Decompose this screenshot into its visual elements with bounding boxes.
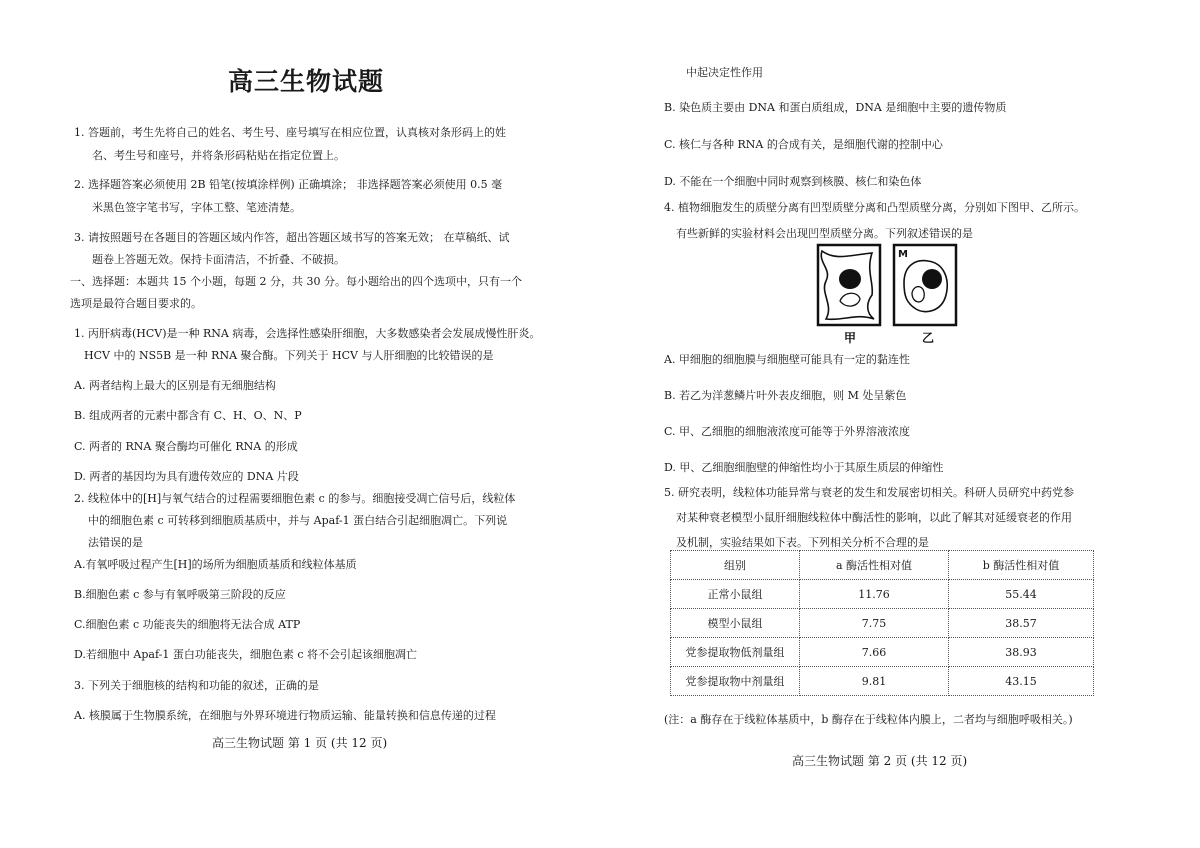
instruction-3-line-2: 题卷上答题无效。保持卡面清洁，不折叠、不破损。 — [92, 253, 345, 266]
table-row — [671, 638, 1094, 667]
section-heading-line-1: 一、选择题：本题共 15 个小题，每题 2 分，共 30 分。每小题给出的四个选项中，只有一个 — [70, 275, 522, 288]
q1-option-d: D. 两者的基因均为具有遗传效应的 DNA 片段 — [74, 470, 299, 483]
section-heading-line-2: 选项是最符合题目要求的。 — [70, 297, 202, 310]
q5-table-note: (注：a 酶存在于线粒体基质中，b 酶存在于线粒体内膜上，二者均与细胞呼吸相关。) — [664, 713, 1073, 726]
q2-stem-line-2: 中的细胞色素 c 可转移到细胞质基质中，并与 Apaf-1 蛋白结合引起细胞凋亡。下列说 — [88, 514, 508, 527]
instruction-2-line-1: 2. 选择题答案必须使用 2B 铅笔(按填涂样例) 正确填涂； 非选择题答案必须使用 0.5 毫 — [74, 178, 503, 191]
q3-stem: 3. 下列关于细胞核的结构和功能的叙述，正确的是 — [74, 679, 319, 692]
table-row — [671, 580, 1094, 609]
table-cell: 模型小鼠组 — [671, 609, 800, 638]
q3-option-d: D. 不能在一个细胞中同时观察到核膜、核仁和染色体 — [664, 175, 922, 188]
table-cell: 38.93 — [949, 638, 1094, 667]
q5-stem-line-2: 对某种衰老模型小鼠肝细胞线粒体中酶活性的影响，以此了解其对延缓衰老的作用 — [676, 511, 1072, 524]
table-header: a 酶活性相对值 — [800, 551, 949, 580]
footer-left: 高三生物试题 第 1 页 (共 12 页) — [212, 736, 388, 750]
table-cell: 正常小鼠组 — [671, 580, 800, 609]
footer-right: 高三生物试题 第 2 页 (共 12 页) — [792, 754, 968, 768]
q2-stem-line-3: 法错误的是 — [88, 536, 143, 549]
q4-option-a: A. 甲细胞的细胞膜与细胞壁可能具有一定的黏连性 — [664, 353, 910, 366]
table-header: 组别 — [671, 551, 800, 580]
label-m: M — [898, 249, 908, 260]
q1-stem-line-2: HCV 中的 NS5B 是一种 RNA 聚合酶。下列关于 HCV 与人肝细胞的比较错误的是 — [84, 349, 494, 362]
q2-option-d: D.若细胞中 Apaf-1 蛋白功能丧失，细胞色素 c 将不会引起该细胞凋亡 — [74, 648, 418, 661]
cell-yi-vacuole — [922, 269, 942, 289]
enzyme-activity-table — [670, 550, 1094, 696]
q2-option-a: A.有氧呼吸过程产生[H]的场所为细胞质基质和线粒体基质 — [74, 558, 357, 571]
cell-jia-nucleus — [840, 293, 860, 306]
instruction-1-line-2: 名、考生号和座号，并将条形码粘贴在指定位置上。 — [92, 149, 345, 162]
q5-stem-line-3: 及机制，实验结果如下表。下列相关分析不合理的是 — [676, 536, 929, 549]
table-cell: 43.15 — [949, 667, 1094, 696]
q3-option-a-line-1: A. 核膜属于生物膜系统，在细胞与外界环境进行物质运输、能量转换和信息传递的过程 — [74, 709, 496, 722]
table-cell: 7.66 — [800, 638, 949, 667]
q1-stem-line-1: 1. 丙肝病毒(HCV)是一种 RNA 病毒，会选择性感染肝细胞，大多数感染者会发展成慢性肝炎。 — [74, 327, 541, 340]
table-cell: 11.76 — [800, 580, 949, 609]
q4-option-d: D. 甲、乙细胞细胞壁的伸缩性均小于其原生质层的伸缩性 — [664, 461, 944, 474]
label-jia: 甲 — [844, 331, 857, 345]
table-cell: 7.75 — [800, 609, 949, 638]
q4-stem-line-1: 4. 植物细胞发生的质壁分离有凹型质壁分离和凸型质壁分离，分别如下图甲、乙所示。 — [664, 201, 1085, 214]
table-cell: 9.81 — [800, 667, 949, 696]
q4-option-b: B. 若乙为洋葱鳞片叶外表皮细胞，则 M 处呈紫色 — [664, 389, 907, 402]
instruction-2-line-2: 米黑色签字笔书写，字体工整、笔迹清楚。 — [92, 201, 301, 214]
q4-stem-line-2: 有些新鲜的实验材料会出现凹型质壁分离。下列叙述错误的是 — [676, 227, 973, 240]
q3-option-a-line-2: 中起决定性作用 — [686, 66, 763, 79]
table-header-row — [671, 551, 1094, 580]
q3-option-b: B. 染色质主要由 DNA 和蛋白质组成，DNA 是细胞中主要的遗传物质 — [664, 101, 1007, 114]
q2-option-b: B.细胞色素 c 参与有氧呼吸第三阶段的反应 — [74, 588, 286, 601]
table-row — [671, 667, 1094, 696]
plasmolysis-diagram — [814, 243, 960, 347]
q1-option-a: A. 两者结构上最大的区别是有无细胞结构 — [74, 379, 276, 392]
table-cell: 党参提取物中剂量组 — [671, 667, 800, 696]
table-cell: 55.44 — [949, 580, 1094, 609]
table-cell: 党参提取物低剂量组 — [671, 638, 800, 667]
q3-option-c: C. 核仁与各种 RNA 的合成有关，是细胞代谢的控制中心 — [664, 138, 943, 151]
q1-option-b: B. 组成两者的元素中都含有 C、H、O、N、P — [74, 409, 302, 422]
q1-option-c: C. 两者的 RNA 聚合酶均可催化 RNA 的形成 — [74, 440, 298, 453]
table-row — [671, 609, 1094, 638]
plasmolysis-figure — [814, 243, 960, 347]
table-header: b 酶活性相对值 — [949, 551, 1094, 580]
q2-option-c: C.细胞色素 c 功能丧失的细胞将无法合成 ATP — [74, 618, 301, 631]
cell-yi-nucleus — [912, 287, 924, 302]
instruction-3-line-1: 3. 请按照题号在各题目的答题区域内作答，超出答题区域书写的答案无效； 在草稿纸、试 — [74, 231, 510, 244]
q4-option-c: C. 甲、乙细胞的细胞液浓度可能等于外界溶液浓度 — [664, 425, 911, 438]
instruction-1-line-1: 1. 答题前，考生先将自己的姓名、考生号、座号填写在相应位置，认真核对条形码上的姓 — [74, 126, 506, 139]
page-title: 高三生物试题 — [228, 67, 385, 96]
cell-jia-vacuole — [839, 269, 861, 289]
q2-stem-line-1: 2. 线粒体中的[H]与氧气结合的过程需要细胞色素 c 的参与。细胞接受凋亡信号后，线粒体 — [74, 492, 516, 505]
q5-stem-line-1: 5. 研究表明，线粒体功能异常与衰老的发生和发展密切相关。科研人员研究中药党参 — [664, 486, 1074, 499]
table-cell: 38.57 — [949, 609, 1094, 638]
label-yi: 乙 — [922, 331, 935, 345]
